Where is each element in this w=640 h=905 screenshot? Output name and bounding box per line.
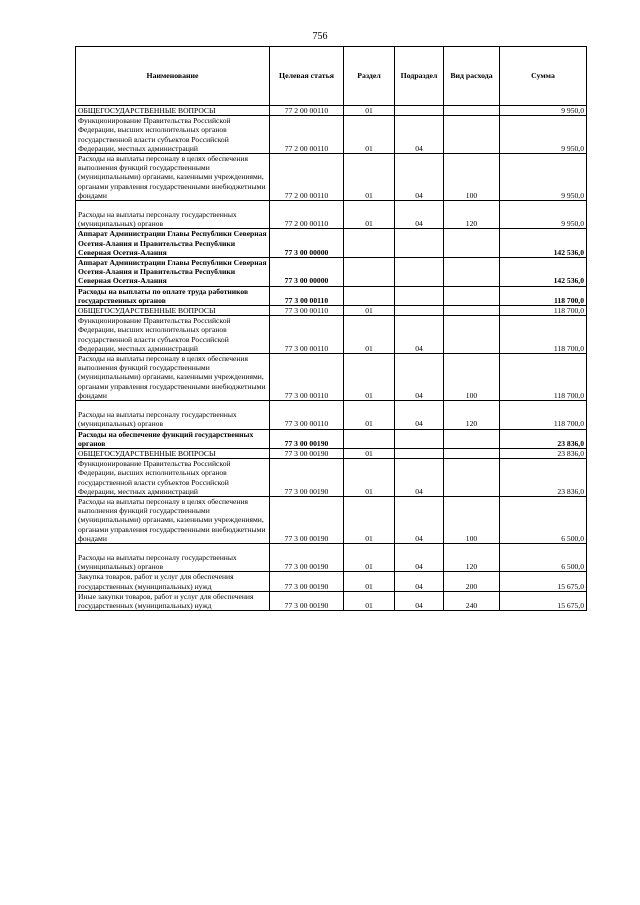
cell-target: 77 2 00 00110 [270,201,344,229]
budget-table [75,46,587,611]
cell-subsection: 04 [395,591,444,610]
cell-name: Расходы на выплаты персоналу государственных (муниципальных) органов [76,543,270,571]
table-row [76,354,587,401]
cell-target: 77 3 00 00110 [270,306,344,316]
table-row [76,116,587,154]
table-row [76,401,587,429]
cell-section: 01 [344,496,395,543]
cell-name: ОБЩЕГОСУДАРСТВЕННЫЕ ВОПРОСЫ [76,306,270,316]
cell-target: 77 3 00 00000 [270,229,344,258]
table-header-row [76,47,587,106]
cell-amount: 9 950,0 [500,201,587,229]
cell-name: Расходы на выплаты персоналу в целях обеспечения выполнения функций государственными (муниципальными) органами, казенными учреждениями, органами управления государственными внебюджетными фондами [76,496,270,543]
cell-amount: 118 700,0 [500,306,587,316]
cell-target: 77 3 00 00190 [270,448,344,458]
cell-section: 01 [344,154,395,201]
table-row [76,201,587,229]
header-expense-type: Вид расхода [444,47,500,106]
cell-expense-type [444,106,500,116]
table-row [76,448,587,458]
cell-section: 01 [344,106,395,116]
cell-section: 01 [344,401,395,429]
table-row [76,459,587,497]
cell-target: 77 2 00 00110 [270,106,344,116]
cell-subsection: 04 [395,154,444,201]
cell-amount: 118 700,0 [500,286,587,305]
cell-section: 01 [344,201,395,229]
table-row [76,496,587,543]
cell-subsection [395,429,444,448]
table-row [76,572,587,591]
cell-name: Расходы на выплаты персоналу в целях обеспечения выполнения функций государственными (муниципальными) органами, казенными учреждениями, органами управления государственными внебюджетными фондами [76,354,270,401]
cell-expense-type: 100 [444,496,500,543]
cell-name: Расходы на выплаты по оплате труда работников государственных органов [76,286,270,305]
cell-target: 77 3 00 00110 [270,354,344,401]
cell-subsection [395,286,444,305]
cell-section: 01 [344,316,395,354]
cell-expense-type [444,316,500,354]
cell-amount: 9 950,0 [500,116,587,154]
header-section: Раздел [344,47,395,106]
cell-subsection [395,448,444,458]
table-body [76,106,587,611]
table-row [76,286,587,305]
cell-amount: 6 500,0 [500,543,587,571]
cell-target: 77 3 00 00110 [270,401,344,429]
cell-target: 77 2 00 00110 [270,116,344,154]
cell-section: 01 [344,543,395,571]
cell-expense-type: 200 [444,572,500,591]
cell-expense-type: 100 [444,354,500,401]
cell-name: ОБЩЕГОСУДАРСТВЕННЫЕ ВОПРОСЫ [76,448,270,458]
cell-name: Аппарат Администрации Главы Республики Северная Осетия-Алания и Правительства Республики Северная Осетия-Алания [76,258,270,287]
cell-subsection: 04 [395,401,444,429]
table-row [76,229,587,258]
cell-target: 77 3 00 00110 [270,286,344,305]
cell-target: 77 3 00 00190 [270,496,344,543]
cell-section [344,258,395,287]
cell-expense-type: 100 [444,154,500,201]
cell-name: Функционирование Правительства Российской Федерации, высших исполнительных органов государственной власти субъектов Российской Федерации, местных администраций [76,459,270,497]
cell-amount: 15 675,0 [500,572,587,591]
cell-expense-type [444,429,500,448]
cell-target: 77 3 00 00190 [270,543,344,571]
cell-subsection: 04 [395,572,444,591]
cell-name: Аппарат Администрации Главы Республики Северная Осетия-Алания и Правительства Республики Северная Осетия-Алания [76,229,270,258]
table-row [76,316,587,354]
cell-subsection [395,106,444,116]
cell-section: 01 [344,306,395,316]
table-row [76,543,587,571]
cell-target: 77 3 00 00190 [270,572,344,591]
cell-target: 77 2 00 00110 [270,154,344,201]
cell-expense-type [444,286,500,305]
cell-amount: 6 500,0 [500,496,587,543]
cell-expense-type [444,258,500,287]
cell-subsection: 04 [395,543,444,571]
cell-section [344,429,395,448]
table-row [76,429,587,448]
cell-section: 01 [344,448,395,458]
cell-expense-type: 120 [444,201,500,229]
cell-subsection: 04 [395,201,444,229]
cell-amount: 118 700,0 [500,316,587,354]
cell-name: Функционирование Правительства Российской Федерации, высших исполнительных органов государственной власти субъектов Российской Федерации, местных администраций [76,116,270,154]
cell-section: 01 [344,591,395,610]
cell-expense-type [444,306,500,316]
cell-name: Иные закупки товаров, работ и услуг для обеспечения государственных (муниципальных) нужд [76,591,270,610]
cell-target: 77 3 00 00190 [270,459,344,497]
header-amount: Сумма [500,47,587,106]
table-row [76,306,587,316]
header-target: Целевая статья [270,47,344,106]
cell-section: 01 [344,459,395,497]
cell-amount: 142 536,0 [500,229,587,258]
cell-subsection [395,306,444,316]
cell-section: 01 [344,116,395,154]
header-name: Наименование [76,47,270,106]
cell-expense-type: 240 [444,591,500,610]
table-row [76,258,587,287]
cell-name: Расходы на выплаты персоналу государственных (муниципальных) органов [76,401,270,429]
cell-subsection: 04 [395,459,444,497]
cell-expense-type [444,448,500,458]
table-row [76,106,587,116]
cell-amount: 9 950,0 [500,154,587,201]
cell-expense-type [444,116,500,154]
cell-subsection [395,258,444,287]
cell-name: Расходы на выплаты персоналу в целях обеспечения выполнения функций государственными (муниципальными) органами, казенными учреждениями, органами управления государственными внебюджетными фондами [76,154,270,201]
cell-name: Расходы на обеспечение функций государственных органов [76,429,270,448]
cell-amount: 23 836,0 [500,448,587,458]
page-number: 756 [312,31,328,42]
cell-amount: 9 950,0 [500,106,587,116]
cell-amount: 118 700,0 [500,401,587,429]
cell-target: 77 3 00 00190 [270,429,344,448]
cell-name: Функционирование Правительства Российской Федерации, высших исполнительных органов государственной власти субъектов Российской Федерации, местных администраций [76,316,270,354]
cell-amount: 23 836,0 [500,429,587,448]
cell-expense-type: 120 [444,543,500,571]
cell-section [344,286,395,305]
cell-amount: 142 536,0 [500,258,587,287]
cell-section: 01 [344,572,395,591]
cell-subsection: 04 [395,354,444,401]
header-subsection: Подраздел [395,47,444,106]
table-row [76,591,587,610]
cell-amount: 118 700,0 [500,354,587,401]
cell-subsection: 04 [395,116,444,154]
cell-expense-type [444,459,500,497]
cell-expense-type: 120 [444,401,500,429]
cell-target: 77 3 00 00190 [270,591,344,610]
cell-amount: 23 836,0 [500,459,587,497]
cell-expense-type [444,229,500,258]
cell-subsection [395,229,444,258]
cell-subsection: 04 [395,316,444,354]
cell-subsection: 04 [395,496,444,543]
cell-name: ОБЩЕГОСУДАРСТВЕННЫЕ ВОПРОСЫ [76,106,270,116]
cell-name: Закупка товаров, работ и услуг для обеспечения государственных (муниципальных) нужд [76,572,270,591]
table-row [76,154,587,201]
cell-name: Расходы на выплаты персоналу государственных (муниципальных) органов [76,201,270,229]
cell-amount: 15 675,0 [500,591,587,610]
cell-section [344,229,395,258]
cell-target: 77 3 00 00000 [270,258,344,287]
cell-target: 77 3 00 00110 [270,316,344,354]
cell-section: 01 [344,354,395,401]
